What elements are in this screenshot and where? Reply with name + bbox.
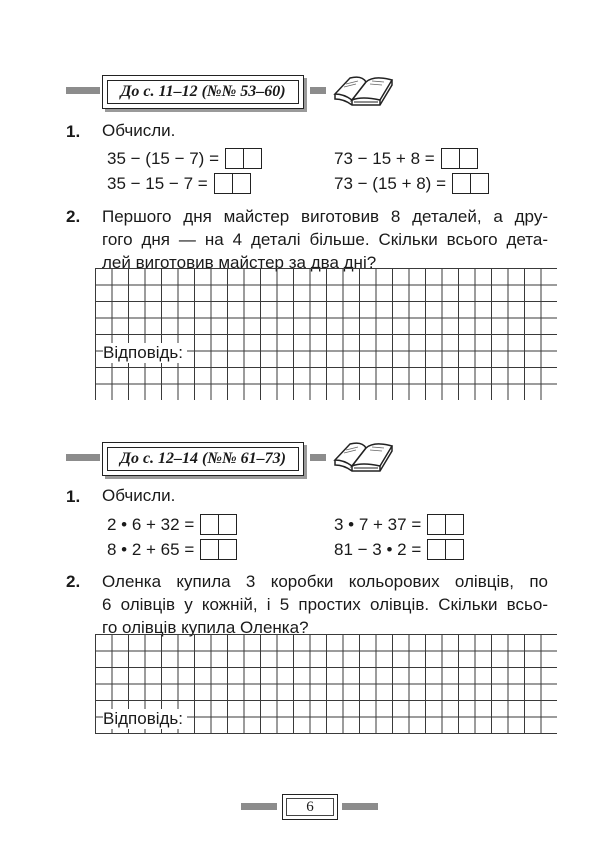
footer-bar-right — [342, 803, 378, 810]
open-book-icon — [332, 72, 398, 110]
section-header-text: До с. 12–14 (№№ 61–73) — [107, 447, 299, 471]
section-header — [102, 75, 304, 109]
expression-text: 73 − (15 + 8) = — [334, 173, 446, 193]
expression-row — [107, 514, 237, 535]
section-header — [102, 442, 304, 476]
task-number: 2. — [66, 572, 81, 591]
expression-row — [107, 148, 262, 169]
expression-row — [334, 148, 478, 169]
problem-line: Першого дня майстер виготовив 8 деталей, а дру- — [102, 207, 548, 226]
answer-box[interactable] — [441, 148, 478, 169]
open-book-icon — [332, 438, 398, 476]
answer-box[interactable] — [225, 148, 262, 169]
problem-line: го олівців купила Оленка? — [102, 618, 309, 637]
answer-label: Відповідь: — [103, 343, 187, 363]
task-number: 1. — [66, 122, 81, 141]
page-number-text: 6 — [306, 798, 314, 815]
task-number: 1. — [66, 487, 81, 506]
expression-text: 3 • 7 + 37 = — [334, 514, 422, 534]
header-bar-left — [66, 454, 100, 461]
problem-line: лей виготовив майстер за два дні? — [102, 253, 377, 272]
expression-text: 8 • 2 + 65 = — [107, 539, 195, 559]
task-label: Обчисли. — [102, 486, 176, 505]
expression-text: 35 − 15 − 7 = — [107, 173, 208, 193]
answer-box[interactable] — [427, 514, 464, 535]
word-problem — [102, 205, 548, 274]
header-bar-right — [310, 87, 326, 94]
header-bar-right — [310, 454, 326, 461]
answer-box[interactable] — [214, 173, 251, 194]
problem-line: Оленка купила 3 коробки кольорових олівців, по — [102, 572, 548, 591]
expression-text: 81 − 3 • 2 = — [334, 539, 422, 559]
task-label: Обчисли. — [102, 121, 176, 140]
expression-text: 2 • 6 + 32 = — [107, 514, 195, 534]
expression-row — [107, 173, 251, 194]
header-bar-left — [66, 87, 100, 94]
expression-row — [107, 539, 237, 560]
answer-box[interactable] — [200, 514, 237, 535]
problem-line: 6 олівців у кожній, і 5 простих олівців. Скільки всьо- — [102, 595, 548, 614]
expression-row — [334, 514, 464, 535]
solution-grid[interactable] — [95, 268, 557, 400]
expression-text: 35 − (15 − 7) = — [107, 148, 219, 168]
expression-text: 73 − 15 + 8 = — [334, 148, 435, 168]
word-problem — [102, 570, 548, 639]
footer-bar-left — [241, 803, 277, 810]
page-number — [282, 794, 338, 820]
answer-box[interactable] — [452, 173, 489, 194]
answer-box[interactable] — [427, 539, 464, 560]
answer-label: Відповідь: — [103, 709, 187, 729]
answer-box[interactable] — [200, 539, 237, 560]
problem-line: гого дня — на 4 деталі більше. Скільки всього дета- — [102, 230, 548, 249]
task-number: 2. — [66, 207, 81, 226]
section-header-text: До с. 11–12 (№№ 53–60) — [107, 80, 299, 104]
expression-row — [334, 173, 489, 194]
expression-row — [334, 539, 464, 560]
